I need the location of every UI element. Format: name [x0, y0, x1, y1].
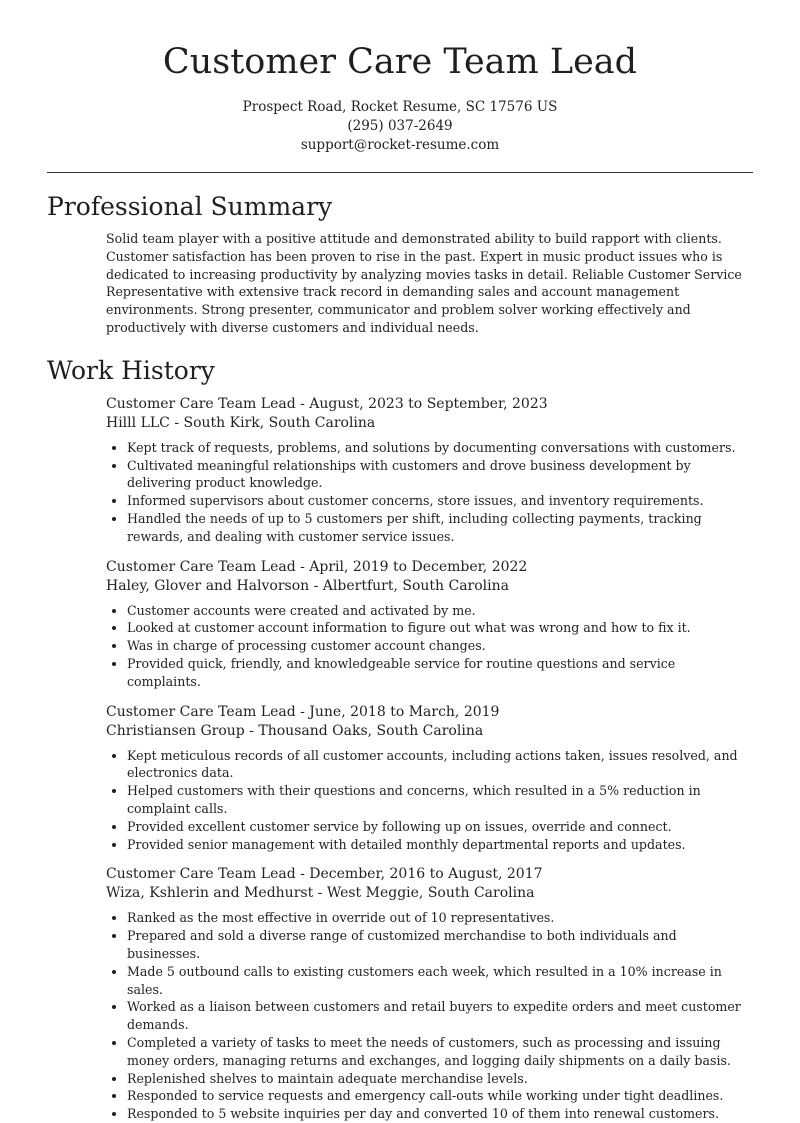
contact-email: support@rocket-resume.com — [300, 137, 500, 153]
job-entry — [106, 703, 753, 854]
job-bullets — [106, 747, 753, 854]
job-bullets — [106, 439, 753, 546]
job-bullet: • Kept track of requests, problems, and solutions by documenting conversations with customers. — [127, 439, 753, 457]
job-bullet: • Looked at customer account information to figure out what was wrong and how to fix it. — [127, 619, 753, 637]
job-bullet: • Customer accounts were created and activated by me. — [127, 602, 753, 620]
job-bullet: • Was in charge of processing customer account changes. — [127, 637, 753, 655]
job-company-line: Wiza, Kshlerin and Medhurst - West Meggie, South Carolina — [106, 885, 535, 902]
professional-summary-section — [0, 190, 800, 337]
job-bullet: • Informed supervisors about customer concerns, store issues, and inventory requirements. — [127, 492, 753, 510]
job-entry — [106, 865, 753, 1123]
candidate-name: Customer Care Team Lead — [162, 42, 638, 82]
job-title-line: Customer Care Team Lead - August, 2023 to September, 2023 — [106, 395, 548, 412]
job-bullet: • Replenished shelves to maintain adequate merchandise levels. — [127, 1070, 753, 1088]
summary-heading: Professional Summary — [47, 192, 333, 221]
job-bullet: • Made 5 outbound calls to existing customers each week, which resulted in a 10% increase in sales. — [127, 963, 753, 999]
job-bullet: • Responded to service requests and emergency call-outs while working under tight deadlines. — [127, 1087, 753, 1105]
job-title-line: Customer Care Team Lead - June, 2018 to March, 2019 — [106, 703, 500, 720]
contact-phone: (295) 037-2649 — [347, 118, 453, 134]
contact-block — [0, 98, 800, 155]
contact-address: Prospect Road, Rocket Resume, SC 17576 US — [242, 99, 558, 115]
job-bullet: • Provided quick, friendly, and knowledgeable service for routine questions and service complaints. — [127, 655, 753, 691]
job-bullets — [106, 602, 753, 691]
job-bullet: • Ranked as the most effective in override out of 10 representatives. — [127, 909, 753, 927]
job-company-line: Christiansen Group - Thousand Oaks, South Carolina — [106, 722, 484, 739]
work-history-heading: Work History — [47, 355, 215, 385]
job-company-line: Haley, Glover and Halvorson - Albertfurt, South Carolina — [106, 577, 509, 594]
job-bullet: • Kept meticulous records of all customer accounts, including actions taken, issues resolved, and electronics data. — [127, 747, 753, 783]
job-bullet: • Worked as a liaison between customers and retail buyers to expedite orders and meet customer demands. — [127, 998, 753, 1034]
job-entry — [106, 558, 753, 691]
job-title-line: Customer Care Team Lead - April, 2019 to December, 2022 — [106, 558, 528, 575]
job-company-line: Hilll LLC - South Kirk, South Carolina — [106, 414, 376, 431]
job-entry — [106, 395, 753, 546]
job-bullet: • Handled the needs of up to 5 customers per shift, including collecting payments, tracking rewards, and dealing with customer service issues. — [127, 510, 753, 546]
job-bullet: • Prepared and sold a diverse range of customized merchandise to both individuals and businesses. — [127, 927, 753, 963]
job-title-line: Customer Care Team Lead - December, 2016 to August, 2017 — [106, 866, 543, 883]
job-bullets — [106, 909, 753, 1123]
job-bullet: • Completed a variety of tasks to meet the needs of customers, such as processing and issuing money orders, managing returns and exchanges, and logging daily shipments on a daily basis. — [127, 1034, 753, 1070]
header-divider — [47, 172, 753, 173]
work-history-section — [0, 354, 800, 1123]
job-bullet: • Cultivated meaningful relationships with customers and drove business development by delivering product knowledge. — [127, 457, 753, 493]
job-bullet: • Provided senior management with detailed monthly departmental reports and updates. — [127, 836, 753, 854]
job-bullet: • Provided excellent customer service by following up on issues, override and connect. — [127, 818, 753, 836]
summary-text: Solid team player with a positive attitude and demonstrated ability to build rapport with clients. Customer satisfaction has been proven to rise in the past. Expert in music product issues who is dedicated to increasing productivity by analyzing movies tasks in detail. Reliable Customer Service Representative with extensive track record in demanding sales and account management environments. Strong presenter, communicator and problem solver working effectively and productively with diverse customers and individual needs. — [106, 231, 742, 335]
resume-header — [0, 0, 800, 155]
job-bullet: • Helped customers with their questions and concerns, which resulted in a 5% reduction in complaint calls. — [127, 782, 753, 818]
job-bullet: • Responded to 5 website inquiries per day and converted 10 of them into renewal customers. — [127, 1105, 753, 1123]
